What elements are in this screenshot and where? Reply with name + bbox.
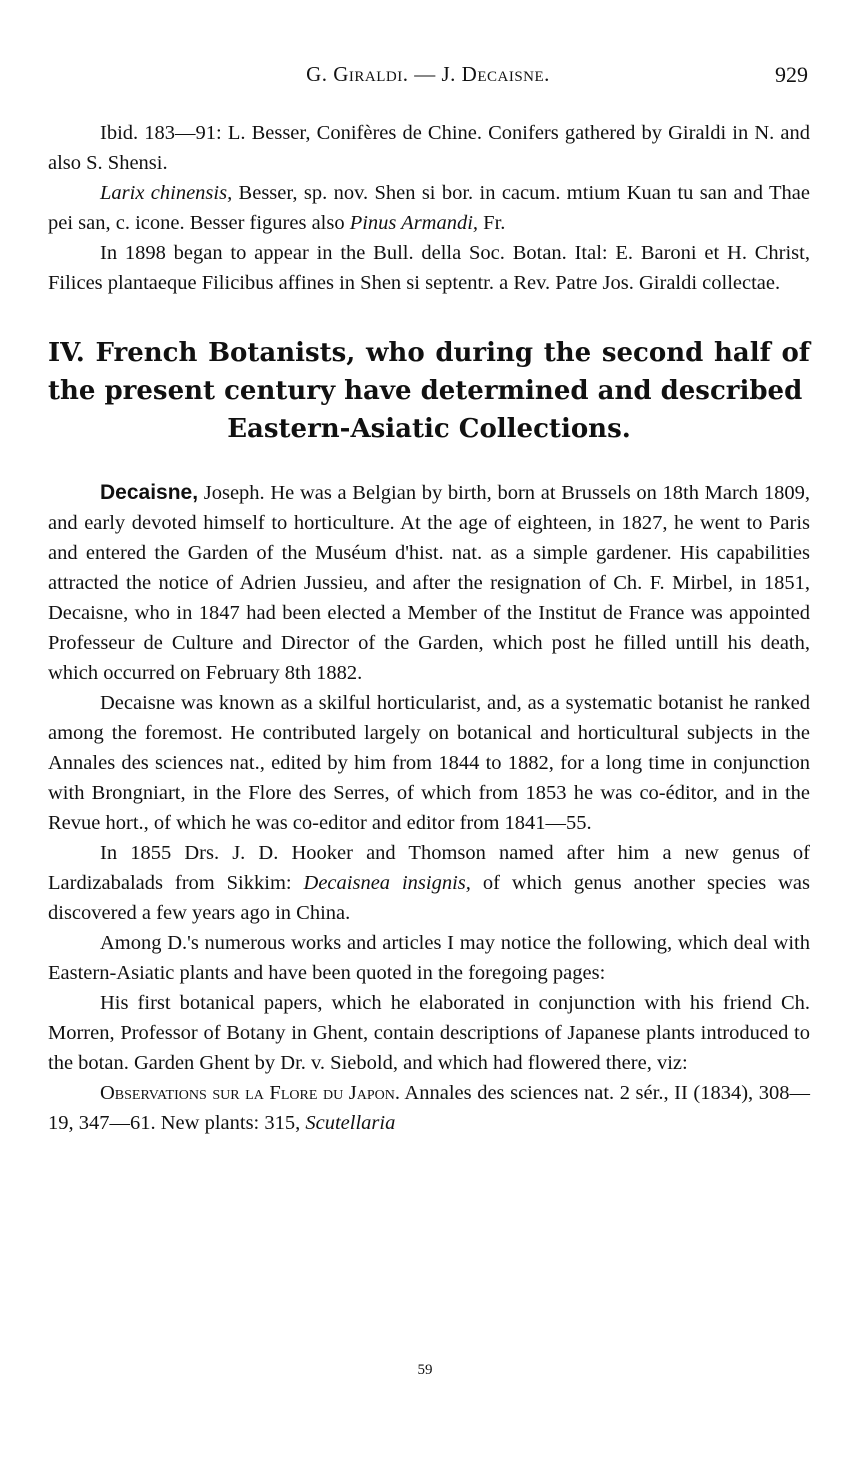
decaisne-career-paragraph: Decaisne was known as a skilful horticularist, and, as a systematic botanist he ranked among the foremost. He contributed largely on botanical and horticultural subjects in the Annales des sciences nat., edited by him from 1844 to 1882, for a long time in conjunction with Brongniart, in the Flore des Serres, of which from 1853 he was co-éditor, and in the Revue hort., of which he was co-editor and editor from 1841—55. bbox=[48, 692, 810, 834]
intro-baroni-paragraph: In 1898 began to appear in the Bull. della Soc. Botan. Ital: E. Baroni et H. Christ, Filices plantaeque Filicibus affines in Shen si septentr. a Rev. Patre Jos. Giraldi collectae. bbox=[48, 242, 810, 294]
section-heading bbox=[48, 334, 810, 448]
observations-paragraph bbox=[48, 1078, 810, 1138]
ibid-text: Ibid. 183—91: L. Besser, Conifères de Chine. Conifers gathered by Giraldi in N. and also S. Shensi. bbox=[48, 122, 810, 174]
first-papers-paragraph: His first botanical papers, which he elaborated in conjunction with his friend Ch. Morren, Professor of Botany in Ghent, contain descriptions of Japanese plants introduced to the botan. Garden Ghent by Dr. v. Siebold, and which had flowered there, viz: bbox=[48, 992, 810, 1074]
scutellaria-genus-name: Scutellaria bbox=[305, 1112, 396, 1134]
decaisne-lead-name: Decaisne, bbox=[100, 481, 199, 504]
decaisne-bio-paragraph bbox=[48, 478, 810, 688]
decaisnea-genus-name: Decaisnea insignis, bbox=[303, 872, 471, 894]
larix-text: Besser, sp. nov. Shen si bor. in cacum. mtium Kuan tu san and Thae pei san, c. icone. Besser figures also bbox=[48, 182, 810, 234]
decaisnea-text-a: In 1855 Drs. J. D. Hooker and Thomson named after him a new genus of Lardizabalads from Sikkim: bbox=[48, 842, 810, 894]
decaisnea-paragraph bbox=[48, 838, 810, 928]
sheet-signature: 59 bbox=[417, 1362, 433, 1378]
decaisnea-text-b: of which genus another species was discovered a few years ago in China. bbox=[48, 872, 810, 924]
intro-larix-paragraph bbox=[48, 178, 810, 238]
decaisne-bio-text: Joseph. He was a Belgian by birth, born at Brussels on 18th March 1809, and early devoted himself to horticulture. At the age of eighteen, in 1827, he went to Paris and entered the Garden of the Muséum d'hist. nat. as a simple gardener. His capabilities attracted the notice of Adrien Jussieu, and after the resignation of Ch. F. Mirbel, in 1851, Decaisne, who in 1847 had been elected a Member of the Institut de France was appointed Professeur de Culture and Director of the Garden, which post he filled untill his death, which occurred on February 8th 1882. bbox=[48, 482, 810, 684]
section-title-last: Eastern-Asiatic Collections. bbox=[227, 414, 631, 444]
observations-text: Annales des sciences nat. 2 sér., II (1834), 308—19, 347—61. New plants: 315, bbox=[48, 1082, 810, 1134]
works-intro-paragraph: Among D.'s numerous works and articles I may notice the following, which deal with Eastern-Asiatic plants and have been quoted in the foregoing pages: bbox=[48, 932, 810, 984]
pinus-text: Fr. bbox=[478, 212, 506, 234]
page-number: 929 bbox=[775, 62, 808, 87]
pinus-species-name: Pinus Armandi, bbox=[349, 212, 479, 234]
page-body bbox=[48, 118, 810, 1138]
larix-species-name: Larix chinensis, bbox=[100, 182, 233, 204]
page-header bbox=[48, 62, 808, 92]
intro-ibid-paragraph bbox=[48, 118, 810, 178]
section-title-main: IV. French Botanists, who during the second half of the present century have determined and described bbox=[48, 338, 810, 406]
running-head: G. Giraldi. — J. Decaisne. bbox=[306, 62, 550, 86]
observations-title: Observations sur la Flore du Japon. bbox=[100, 1082, 400, 1104]
